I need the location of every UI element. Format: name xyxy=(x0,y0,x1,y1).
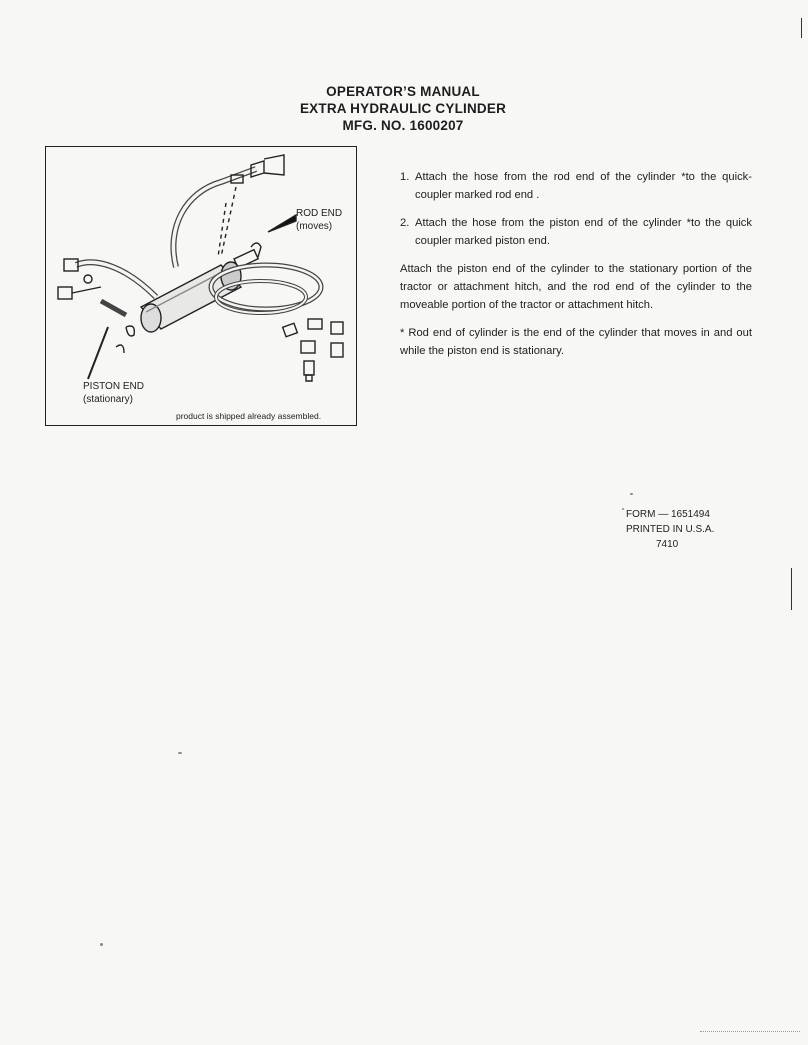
step-2 xyxy=(400,214,752,250)
upper-tube xyxy=(251,155,284,177)
title-line-3: MFG. NO. 1600207 xyxy=(342,118,464,133)
piston-end-label xyxy=(83,380,144,406)
document-title xyxy=(200,83,606,134)
title-line-2: EXTRA HYDRAULIC CYLINDER xyxy=(299,101,507,116)
right-fittings xyxy=(283,319,343,381)
piston-end-note: (stationary) xyxy=(83,394,134,405)
attachment-paragraph: Attach the piston end of the cylinder to the stationary portion of the tractor or attachment hitch, and the rod end of the cylinder to the moveable portion of the tractor or attachment hitch. xyxy=(400,263,752,311)
rod-end-title: ROD END xyxy=(296,208,343,219)
instructions-text xyxy=(400,168,752,370)
form-code: 7410 xyxy=(656,539,679,550)
piston-leader-line xyxy=(88,327,108,379)
scan-dots-bottom xyxy=(700,1031,800,1032)
step-2-text: Attach the hose from the piston end of the cylinder *to the quick coupler marked piston end. xyxy=(415,217,752,247)
left-nut xyxy=(84,275,92,283)
step-1-text: Attach the hose from the rod end of the cylinder *to the quick-coupler marked rod end . xyxy=(415,171,752,201)
printed-in: PRINTED IN U.S.A. xyxy=(626,524,715,535)
figure-caption: product is shipped already assembled. xyxy=(176,411,322,421)
hairpin-clip xyxy=(126,326,134,336)
scan-speck xyxy=(178,752,182,754)
scan-speck xyxy=(100,943,103,946)
piston-end-title: PISTON END xyxy=(83,381,144,392)
rod-end-note: (moves) xyxy=(296,221,333,232)
rod-end-footnote: * Rod end of cylinder is the end of the cylinder that moves in and out while the piston end is stationary. xyxy=(400,327,752,357)
scan-speck xyxy=(622,508,624,510)
edge-mark-top xyxy=(801,18,802,38)
step-1 xyxy=(400,168,752,204)
edge-mark-middle xyxy=(791,568,792,610)
form-number: FORM — 1651494 xyxy=(626,509,710,520)
left-fitting-upper xyxy=(64,259,78,271)
rod-end-label xyxy=(296,207,342,233)
rod-leader-wedge xyxy=(268,215,296,232)
step-1-number: 1. xyxy=(400,171,410,183)
title-line-1: OPERATOR’S MANUAL xyxy=(326,84,480,99)
step-2-number: 2. xyxy=(400,217,410,229)
left-fitting-lower xyxy=(58,287,72,299)
cylinder-illustration xyxy=(45,146,357,426)
form-info xyxy=(626,507,736,552)
scan-speck xyxy=(630,493,633,495)
piston-pin xyxy=(101,301,126,315)
